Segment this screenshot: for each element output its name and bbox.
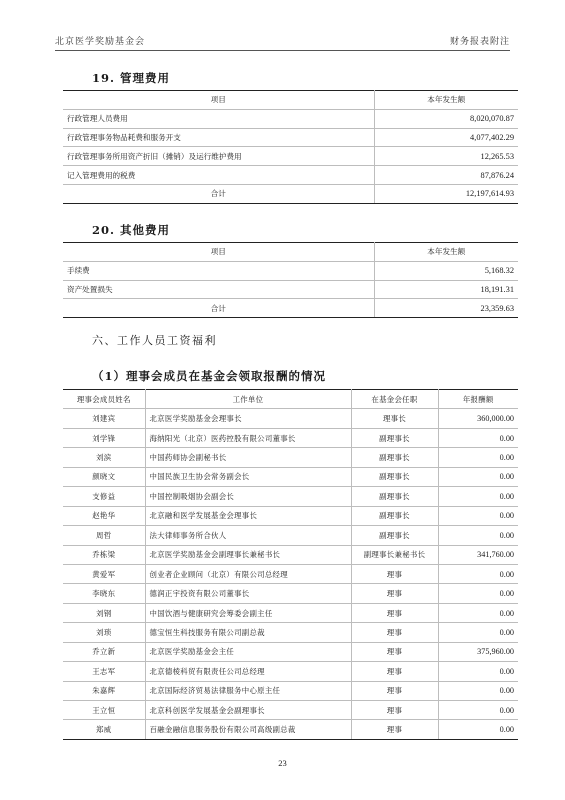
member-role: 理事 xyxy=(351,642,438,661)
member-role: 理事 xyxy=(351,623,438,642)
column-header: 本年发生额 xyxy=(374,243,518,262)
member-annual-pay: 0.00 xyxy=(438,701,518,720)
member-work-unit: 中国药师协会副秘书长 xyxy=(145,448,351,467)
table-total-row xyxy=(63,184,518,203)
table-row xyxy=(63,428,518,447)
member-annual-pay: 0.00 xyxy=(438,506,518,525)
member-name: 刘琐 xyxy=(63,623,145,642)
board-compensation-table xyxy=(63,389,518,740)
table-row xyxy=(63,261,518,280)
table-header-row xyxy=(63,390,518,409)
member-name: 刘钢 xyxy=(63,603,145,622)
row-amount: 12,265.53 xyxy=(374,147,518,166)
member-work-unit: 北京医学奖励基金会副理事长兼秘书长 xyxy=(145,545,351,564)
section-20-title: 20. 其他费用 xyxy=(92,223,171,237)
header-doc-title: 财务报表附注 xyxy=(449,37,510,47)
table-row xyxy=(63,623,518,642)
table-row xyxy=(63,603,518,622)
column-header: 本年发生额 xyxy=(374,91,518,110)
member-name: 周哲 xyxy=(63,526,145,545)
row-item: 手续费 xyxy=(63,261,374,280)
total-label: 合计 xyxy=(63,184,374,203)
member-annual-pay: 0.00 xyxy=(438,467,518,486)
member-annual-pay: 0.00 xyxy=(438,448,518,467)
table-total-row xyxy=(63,299,518,318)
member-annual-pay: 0.00 xyxy=(438,662,518,681)
member-role: 理事长 xyxy=(351,409,438,428)
member-annual-pay: 0.00 xyxy=(438,603,518,622)
row-amount: 8,020,070.87 xyxy=(374,109,518,128)
member-work-unit: 海纳阳光（北京）医药控股有限公司董事长 xyxy=(145,428,351,447)
column-header: 项目 xyxy=(63,91,374,110)
member-name: 赵艳华 xyxy=(63,506,145,525)
member-role: 副理事长 xyxy=(351,467,438,486)
table-row xyxy=(63,128,518,147)
row-item: 行政管理事务物品耗费和服务开支 xyxy=(63,128,374,147)
page-number: 23 xyxy=(278,758,287,768)
member-work-unit: 德宝恒生科技服务有限公司副总裁 xyxy=(145,623,351,642)
member-work-unit: 法大律师事务所合伙人 xyxy=(145,526,351,545)
total-label: 合计 xyxy=(63,299,374,318)
column-header: 理事会成员姓名 xyxy=(63,390,145,409)
member-name: 支修益 xyxy=(63,487,145,506)
table-row xyxy=(63,701,518,720)
member-work-unit: 北京医学奖励基金会主任 xyxy=(145,642,351,661)
member-role: 理事 xyxy=(351,662,438,681)
table-row xyxy=(63,681,518,700)
member-name: 王志军 xyxy=(63,662,145,681)
row-amount: 4,077,402.29 xyxy=(374,128,518,147)
member-work-unit: 中国控制吸烟协会副会长 xyxy=(145,487,351,506)
table-header-row xyxy=(63,91,518,110)
member-work-unit: 中国民族卫生协会常务副会长 xyxy=(145,467,351,486)
row-amount: 87,876.24 xyxy=(374,166,518,185)
member-annual-pay: 0.00 xyxy=(438,564,518,583)
row-amount: 5,168.32 xyxy=(374,261,518,280)
total-amount: 12,197,614.93 xyxy=(374,184,518,203)
member-work-unit: 百融金融信息服务股份有限公司高级副总裁 xyxy=(145,720,351,739)
member-name: 朱嘉辉 xyxy=(63,681,145,700)
member-role: 副理事长 xyxy=(351,487,438,506)
other-expense-table xyxy=(63,242,518,318)
row-item: 记入管理费用的税费 xyxy=(63,166,374,185)
member-name: 黄爱军 xyxy=(63,564,145,583)
member-annual-pay: 0.00 xyxy=(438,681,518,700)
member-name: 乔栋梁 xyxy=(63,545,145,564)
member-work-unit: 德润正宇投资有限公司董事长 xyxy=(145,584,351,603)
table-row xyxy=(63,584,518,603)
member-work-unit: 中国饮酒与健康研究会筹委会副主任 xyxy=(145,603,351,622)
member-name: 乔立新 xyxy=(63,642,145,661)
table-row xyxy=(63,506,518,525)
member-work-unit: 北京融和医学发展基金会理事长 xyxy=(145,506,351,525)
total-amount: 23,359.63 xyxy=(374,299,518,318)
table-row xyxy=(63,280,518,299)
column-header: 在基金会任职 xyxy=(351,390,438,409)
member-annual-pay: 341,760.00 xyxy=(438,545,518,564)
table-row xyxy=(63,545,518,564)
member-role: 副理事长 xyxy=(351,526,438,545)
member-name: 刘滨 xyxy=(63,448,145,467)
member-annual-pay: 0.00 xyxy=(438,584,518,603)
table-row xyxy=(63,720,518,739)
member-work-unit: 北京科创医学发展基金会副理事长 xyxy=(145,701,351,720)
member-role: 理事 xyxy=(351,681,438,700)
member-annual-pay: 0.00 xyxy=(438,526,518,545)
member-annual-pay: 0.00 xyxy=(438,720,518,739)
management-expense-table xyxy=(63,90,518,204)
table-header-row xyxy=(63,243,518,262)
table-row xyxy=(63,642,518,661)
member-name: 李晓东 xyxy=(63,584,145,603)
header-divider xyxy=(55,50,510,51)
member-name: 王立恒 xyxy=(63,701,145,720)
column-header: 年报酬额 xyxy=(438,390,518,409)
member-role: 理事 xyxy=(351,701,438,720)
table-row xyxy=(63,448,518,467)
member-annual-pay: 0.00 xyxy=(438,487,518,506)
member-annual-pay: 375,960.00 xyxy=(438,642,518,661)
member-role: 理事 xyxy=(351,584,438,603)
member-role: 副理事长 xyxy=(351,428,438,447)
member-work-unit: 创业者企业顾问（北京）有限公司总经理 xyxy=(145,564,351,583)
member-role: 副理事长 xyxy=(351,448,438,467)
member-name: 颜晓文 xyxy=(63,467,145,486)
table-row xyxy=(63,662,518,681)
row-item: 行政管理人员费用 xyxy=(63,109,374,128)
member-annual-pay: 0.00 xyxy=(438,428,518,447)
section-6-title: 六、工作人员工资福利 xyxy=(92,334,217,347)
row-item: 行政管理事务所用资产折旧（摊销）及运行维护费用 xyxy=(63,147,374,166)
table-row xyxy=(63,564,518,583)
member-work-unit: 北京国际经济贸易法律服务中心原主任 xyxy=(145,681,351,700)
table-row xyxy=(63,147,518,166)
section-19-title: 19. 管理费用 xyxy=(92,71,171,85)
member-work-unit: 北京医学奖励基金会理事长 xyxy=(145,409,351,428)
member-role: 理事 xyxy=(351,603,438,622)
page-header xyxy=(55,34,510,48)
row-amount: 18,191.31 xyxy=(374,280,518,299)
subsection-1-title: （1）理事会成员在基金会领取报酬的情况 xyxy=(92,369,326,383)
table-row xyxy=(63,409,518,428)
member-role: 副理事长兼秘书长 xyxy=(351,545,438,564)
header-organization: 北京医学奖励基金会 xyxy=(55,37,146,47)
table-row xyxy=(63,166,518,185)
member-role: 理事 xyxy=(351,564,438,583)
member-annual-pay: 0.00 xyxy=(438,623,518,642)
member-annual-pay: 360,000.00 xyxy=(438,409,518,428)
member-role: 副理事长 xyxy=(351,506,438,525)
member-work-unit: 北京德棱科贸有限责任公司总经理 xyxy=(145,662,351,681)
member-name: 刘建宾 xyxy=(63,409,145,428)
table-row xyxy=(63,487,518,506)
table-row xyxy=(63,526,518,545)
member-name: 郑威 xyxy=(63,720,145,739)
column-header: 工作单位 xyxy=(145,390,351,409)
row-item: 资产处置损失 xyxy=(63,280,374,299)
column-header: 项目 xyxy=(63,243,374,262)
table-row xyxy=(63,109,518,128)
member-name: 刘学锋 xyxy=(63,428,145,447)
member-role: 理事 xyxy=(351,720,438,739)
table-row xyxy=(63,467,518,486)
